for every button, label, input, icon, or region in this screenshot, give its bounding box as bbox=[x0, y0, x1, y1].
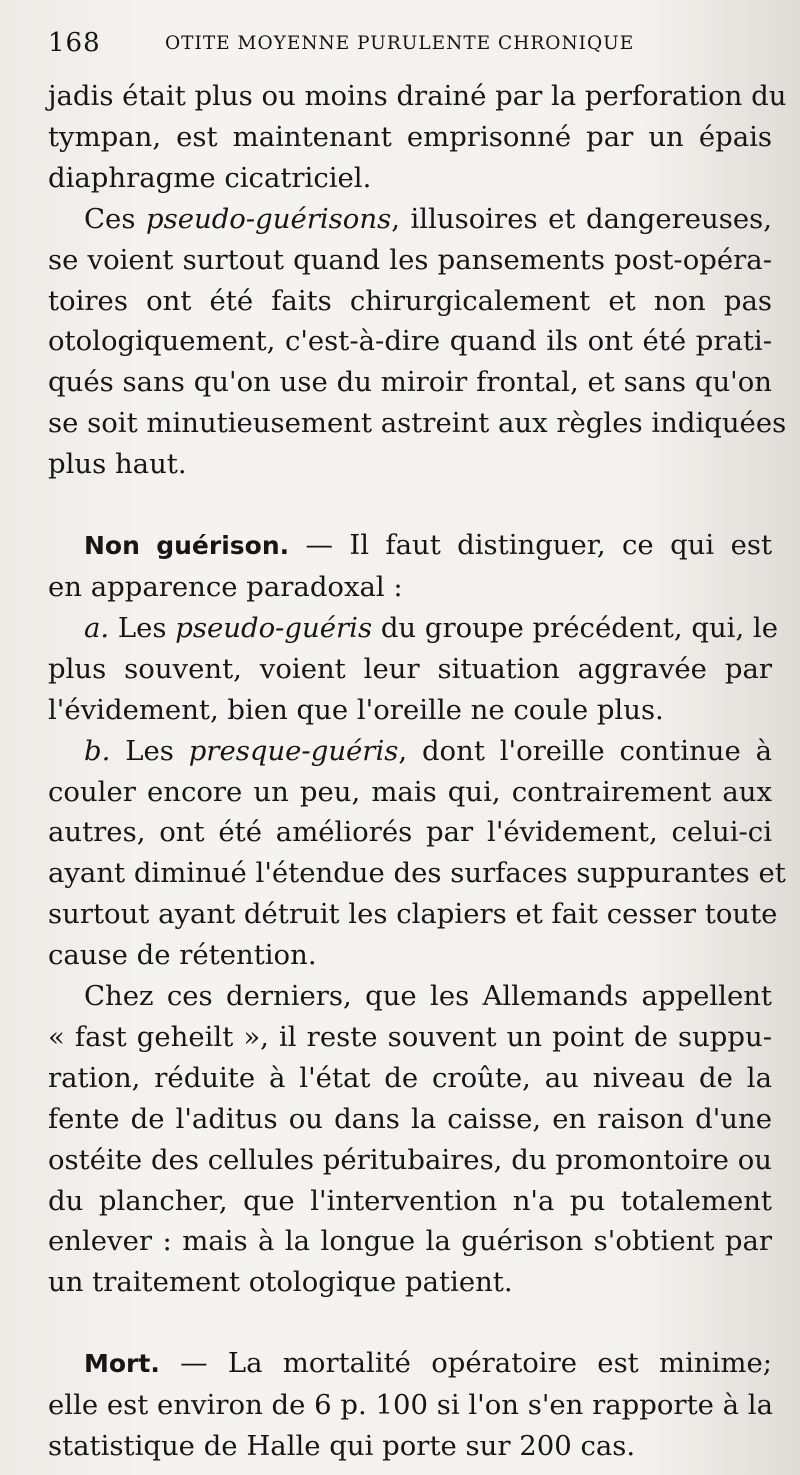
text-line: autres, ont été améliorés par l'évidement, celui-ci bbox=[48, 816, 772, 849]
text-run: Les bbox=[110, 734, 189, 767]
section-gap bbox=[48, 485, 772, 525]
text-run: Les bbox=[109, 611, 176, 644]
text-line: en apparence paradoxal : bbox=[48, 570, 403, 603]
text-line: ostéite des cellules péritubaires, du promontoire ou bbox=[48, 1143, 772, 1176]
text-line bbox=[48, 199, 772, 240]
text-line: ration, réduite à l'état de croûte, au niveau de la bbox=[48, 1061, 772, 1094]
section-heading: Non guérison. bbox=[84, 531, 290, 561]
text-line: se soit minutieusement astreint aux règles indiquées bbox=[48, 407, 787, 440]
page-number: 168 bbox=[48, 28, 101, 58]
text-line: se voient surtout quand les pansements post-opéra- bbox=[48, 243, 772, 276]
list-letter: a. bbox=[84, 611, 110, 644]
text-line: couler encore un peu, mais qui, contrairement aux bbox=[48, 775, 772, 808]
text-run: , dont l'oreille continue à bbox=[398, 734, 772, 767]
text-line: fente de l'aditus ou dans la caisse, en raison d'une bbox=[48, 1102, 772, 1135]
section-mort bbox=[48, 1343, 772, 1467]
section-gap bbox=[48, 1303, 772, 1343]
text-line: jadis était plus ou moins drainé par la perforation du bbox=[48, 80, 787, 112]
text-line: plus haut. bbox=[48, 448, 187, 481]
text-line: Chez ces derniers, que les Allemands appellent bbox=[84, 980, 772, 1013]
running-title: OTITE MOYENNE PURULENTE CHRONIQUE bbox=[165, 33, 635, 54]
text-line bbox=[48, 608, 778, 649]
page-body bbox=[48, 76, 787, 1467]
paragraph-pseudo-guerisons bbox=[48, 199, 787, 485]
paragraph-chez-ces-derniers bbox=[48, 976, 772, 1303]
page-header bbox=[48, 28, 768, 64]
text-line: du plancher, que l'intervention n'a pu totalement bbox=[48, 1184, 772, 1217]
section-heading: Mort. bbox=[84, 1349, 160, 1379]
text-line: cause de rétention. bbox=[48, 939, 317, 972]
text-line: qués sans qu'on use du miroir frontal, et sans qu'on bbox=[48, 366, 772, 399]
text-run: , illusoires et dangereuses, bbox=[391, 202, 772, 235]
text-line: statistique de Halle qui porte sur 200 cas. bbox=[48, 1430, 636, 1463]
text-line: un traitement otologique patient. bbox=[48, 1266, 513, 1299]
text-line: otologiquement, c'est-à-dire quand ils ont été prati- bbox=[48, 325, 772, 358]
text-line: l'évidement, bien que l'oreille ne coule plus. bbox=[48, 693, 664, 726]
text-line: tympan, est maintenant emprisonné par un épais bbox=[48, 120, 772, 153]
text-line: « fast geheilt », il reste souvent un point de suppu- bbox=[48, 1020, 772, 1053]
text-run: Ces bbox=[84, 202, 146, 235]
text-line: ayant diminué l'étendue des surfaces suppurantes et bbox=[48, 857, 786, 890]
text-run: — La mortalité opératoire est minime; bbox=[159, 1347, 772, 1380]
text-line bbox=[48, 525, 772, 567]
text-line: surtout ayant détruit les clapiers et fait cesser toute bbox=[48, 898, 778, 931]
text-line: elle est environ de 6 p. 100 si l'on s'en rapporte à la bbox=[48, 1389, 773, 1422]
emphasis-term: presque-guéris bbox=[188, 734, 399, 767]
emphasis-term: pseudo-guéris bbox=[175, 611, 373, 644]
text-line: plus souvent, voient leur situation aggravée par bbox=[48, 652, 772, 685]
text-line bbox=[48, 731, 772, 772]
text-line bbox=[48, 1343, 772, 1385]
text-line: toires ont été faits chirurgicalement et non pas bbox=[48, 284, 772, 317]
text-run: — Il faut distinguer, ce qui est bbox=[289, 529, 773, 562]
text-line: diaphragme cicatriciel. bbox=[48, 161, 372, 194]
emphasis-term: pseudo-guérisons bbox=[146, 202, 392, 235]
text-run: du groupe précédent, qui, le bbox=[372, 611, 778, 644]
section-non-guerison bbox=[48, 525, 786, 976]
text-line: enlever : mais à la longue la guérison s'obtient par bbox=[48, 1225, 772, 1258]
paragraph-continuation bbox=[48, 76, 787, 199]
list-letter: b. bbox=[84, 734, 111, 767]
